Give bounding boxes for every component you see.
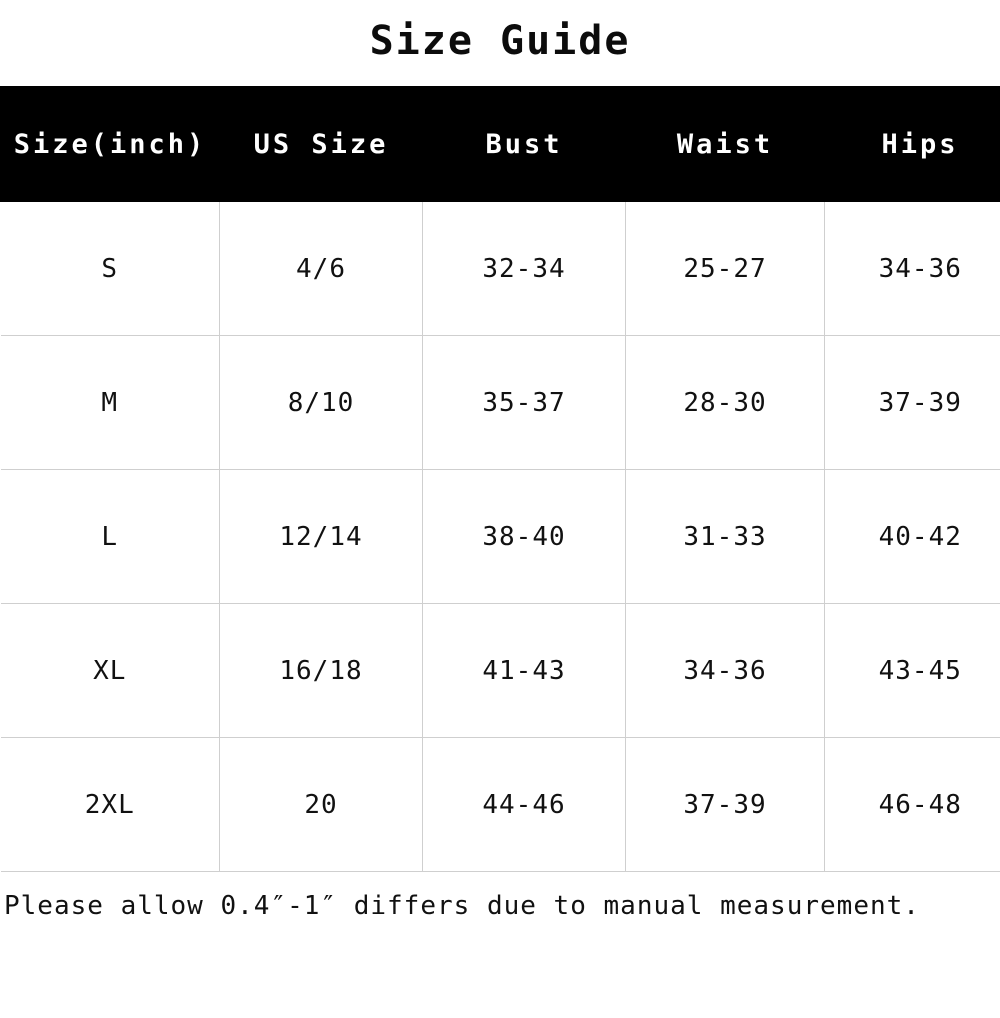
table-row [1, 738, 1000, 872]
measurement-note: Please allow 0.4″-1″ differs due to manual measurement. [4, 888, 984, 926]
cell-bust: 32-34 [423, 202, 626, 336]
table-row [1, 470, 1000, 604]
cell-hips: 46-48 [825, 738, 1000, 872]
cell-us-size: 8/10 [220, 336, 423, 470]
cell-us-size: 4/6 [220, 202, 423, 336]
cell-bust: 35-37 [423, 336, 626, 470]
column-header-size: Size(inch) [1, 87, 220, 202]
cell-bust: 41-43 [423, 604, 626, 738]
page-title: Size Guide [0, 18, 1000, 64]
table-body [1, 202, 1000, 872]
column-header-waist: Waist [626, 87, 825, 202]
cell-waist: 25-27 [626, 202, 825, 336]
cell-hips: 43-45 [825, 604, 1000, 738]
cell-size: L [1, 470, 220, 604]
column-header-bust: Bust [423, 87, 626, 202]
table-row [1, 604, 1000, 738]
cell-us-size: 20 [220, 738, 423, 872]
cell-size: 2XL [1, 738, 220, 872]
size-guide-page [0, 18, 1000, 1018]
table-header [1, 87, 1000, 202]
cell-hips: 37-39 [825, 336, 1000, 470]
cell-waist: 31-33 [626, 470, 825, 604]
cell-waist: 37-39 [626, 738, 825, 872]
column-header-hips: Hips [825, 87, 1000, 202]
cell-size: XL [1, 604, 220, 738]
table-row [1, 336, 1000, 470]
cell-bust: 38-40 [423, 470, 626, 604]
cell-waist: 28-30 [626, 336, 825, 470]
table-row [1, 202, 1000, 336]
size-guide-table [0, 86, 1000, 872]
column-header-us-size: US Size [220, 87, 423, 202]
cell-us-size: 12/14 [220, 470, 423, 604]
table-header-row [1, 87, 1000, 202]
cell-size: S [1, 202, 220, 336]
cell-us-size: 16/18 [220, 604, 423, 738]
cell-hips: 34-36 [825, 202, 1000, 336]
cell-waist: 34-36 [626, 604, 825, 738]
cell-hips: 40-42 [825, 470, 1000, 604]
cell-bust: 44-46 [423, 738, 626, 872]
cell-size: M [1, 336, 220, 470]
